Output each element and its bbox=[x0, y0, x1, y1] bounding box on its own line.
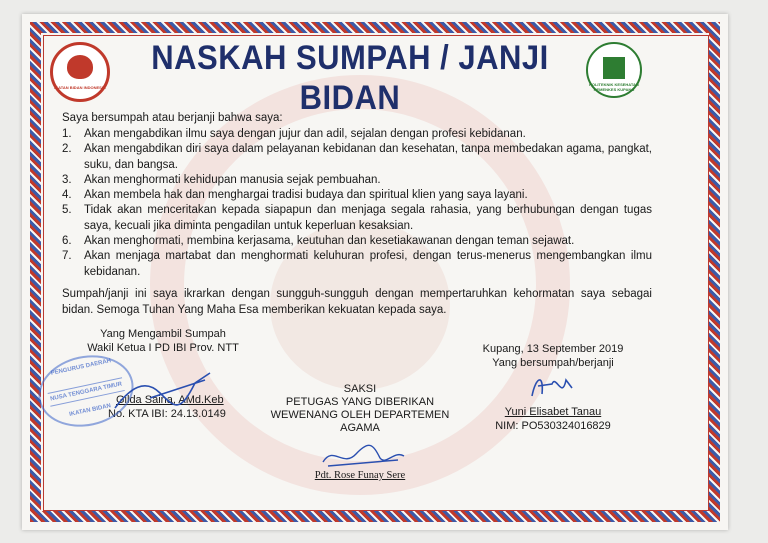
right-signatory-block bbox=[468, 343, 638, 432]
left-signatory-id: No. KTA IBI: 24.13.0149 bbox=[108, 408, 226, 420]
right-signatory-name: Yuni Elisabet Tanau bbox=[504, 406, 602, 418]
stamp-band-text: NUSA TENGGARA TIMUR bbox=[48, 377, 125, 406]
oath-item: 6. Akan menghormati, membina kerjasama, keutuhan dan kesetiakawanan dengan teman sejawat. bbox=[62, 235, 575, 248]
left-signatory-role: Yang Mengambil Sumpah bbox=[100, 328, 226, 340]
oath-item: 7. Akan menjaga martabat dan menghormati keluhuran profesi, dengan terus-menerus mengembangkan ilmu kebidanan. bbox=[62, 250, 652, 278]
oath-item: 5. Tidak akan menceritakan kepada siapapun dan menjaga segala rahasia, yang berhubungan dengan tugas saya, kecuali jika diminta pengadilan untuk keperluan kesaksian. bbox=[62, 204, 652, 232]
left-signature bbox=[110, 368, 220, 418]
ibi-logo-text: IKATAN BIDAN INDONESIA bbox=[54, 85, 106, 90]
right-signatory-id: NIM: PO530324016829 bbox=[495, 420, 611, 432]
oath-item: 1. Akan mengabdikan ilmu saya dengan jujur dan adil, sejalan dengan profesi kebidanan. bbox=[62, 128, 526, 140]
witness-role-line3: AGAMA bbox=[340, 422, 380, 434]
stamp-top-text: PENGURUS DAERAH bbox=[50, 358, 112, 377]
ibi-logo bbox=[50, 42, 110, 102]
right-signature bbox=[526, 370, 576, 404]
oath-item: 3. Akan menghormati kehidupan manusia sejak pembuahan. bbox=[62, 173, 381, 186]
witness-signature bbox=[318, 440, 408, 472]
right-signatory-role: Yang bersumpah/berjanji bbox=[492, 356, 614, 369]
oath-list bbox=[62, 127, 652, 280]
witness-role-line1: PETUGAS YANG DIBERIKAN bbox=[285, 396, 435, 408]
closing-statement: Sumpah/janji ini saya ikrarkan dengan sungguh-sungguh dengan mempertaruhkan kehormatan saya sebagai bidan. Semoga Tuhan Yang Maha Esa memberikan kekuatan kepada saya. bbox=[62, 288, 652, 316]
left-signatory-position: Wakil Ketua I PD IBI Prov. NTT bbox=[87, 341, 239, 354]
left-signatory-name: Gilda Saina, AMd.Keb bbox=[116, 394, 224, 406]
oath-intro: Saya bersumpah atau berjanji bahwa saya: bbox=[62, 112, 283, 124]
poltekkes-logo-emblem bbox=[603, 57, 625, 79]
witness-block bbox=[250, 383, 470, 435]
poltekkes-logo bbox=[586, 42, 642, 98]
oath-item: 2. Akan mengabdikan diri saya dalam pelayanan kebidanan dan kesehatan, tanpa membedakan agama, pangkat, suku, dan bangsa. bbox=[62, 143, 652, 171]
witness-name: Pdt. Rose Funay Sere bbox=[314, 470, 406, 481]
witness-role-line2: WEWENANG OLEH DEPARTEMEN bbox=[270, 409, 450, 421]
stamp-bottom-text: IKATAN BIDAN bbox=[68, 403, 112, 418]
page-title: NASKAH SUMPAH / JANJI BIDAN bbox=[151, 38, 549, 117]
oath-item: 4. Akan membela hak dan menghargai tradisi budaya dan spiritual klien yang saya layani. bbox=[62, 189, 528, 202]
place-date: Kupang, 13 September 2019 bbox=[482, 343, 624, 355]
witness-label: SAKSI bbox=[343, 383, 377, 395]
poltekkes-logo-text: POLITEKNIK KESEHATAN KEMENKES KUPANG bbox=[589, 82, 639, 92]
ibi-logo-emblem bbox=[67, 55, 93, 79]
